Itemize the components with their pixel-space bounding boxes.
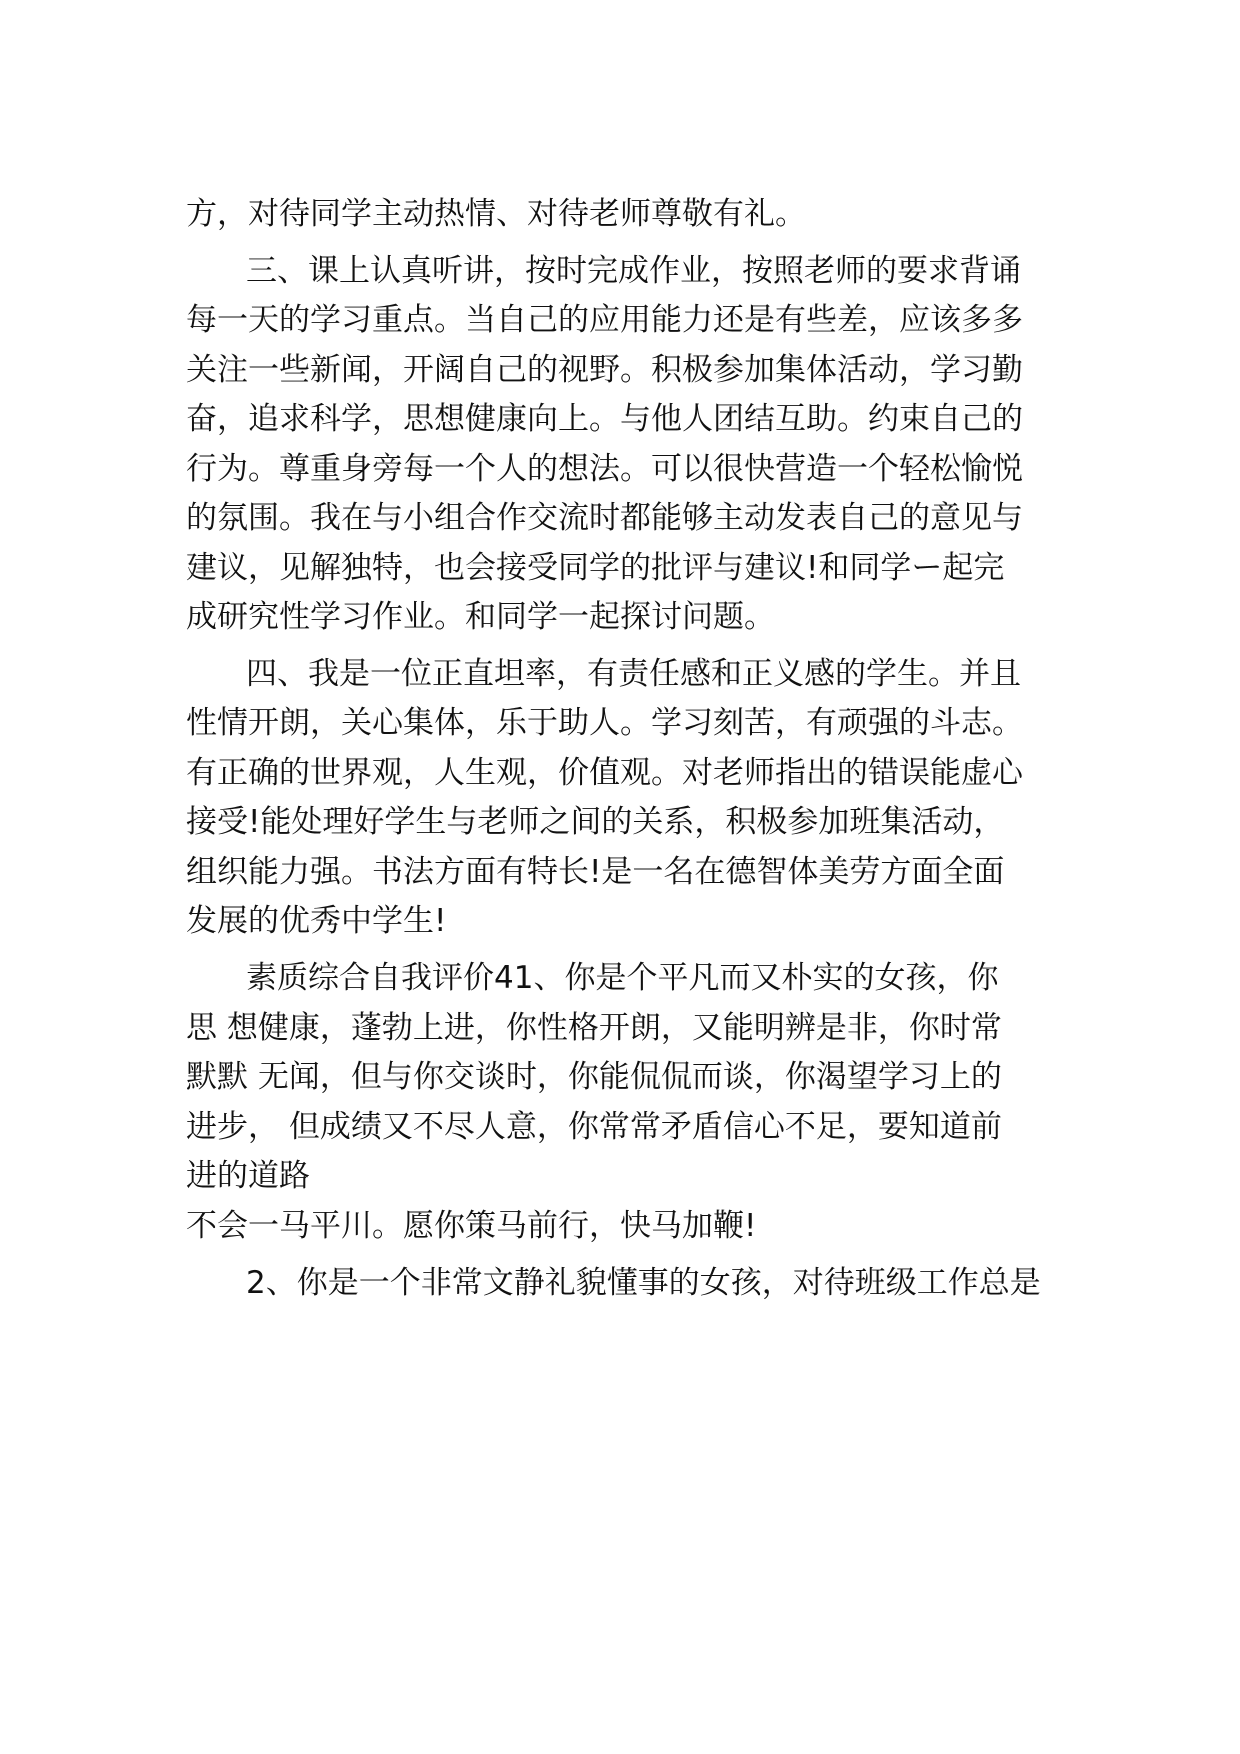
text-line: 默默 无闻，但与你交谈时，你能侃侃而谈，你渴望学习上的 — [186, 1059, 1002, 1095]
paragraph-heading-three: 三、课上认真听讲，按时完成作业，按照老师的要求背诵 — [246, 253, 1021, 289]
text-line: 思 想健康，蓬勃上进，你性格开朗，又能明辨是非，你时常 — [186, 1010, 1002, 1046]
text-line: 接受!能处理好学生与老师之间的关系，积极参加班集活动， — [186, 804, 1005, 840]
text-line: 建议，见解独特，也会接受同学的批评与建议!和同学ー起完 — [186, 550, 1005, 586]
text-line: 发展的优秀中学生! — [186, 903, 447, 939]
paragraph-item-two: 2、你是一个非常文静礼貌懂事的女孩，对待班级工作总是 — [246, 1265, 1041, 1301]
text-line: 性情开朗，关心集体，乐于助人。学习刻苦，有顽强的斗志。 — [186, 705, 1023, 741]
text-line: 关注一些新闻，开阔自己的视野。积极参加集体活动，学习勤 — [186, 352, 1023, 388]
text-line: 行为。尊重身旁每一个人的想法。可以很快营造一个轻松愉悦 — [186, 451, 1023, 487]
text-line: 不会一马平川。愿你策马前行，快马加鞭! — [186, 1208, 757, 1244]
paragraph-heading-four: 四、我是一位正直坦率，有责任感和正义感的学生。并且 — [246, 656, 1021, 692]
text-line: 的氛围。我在与小组合作交流时都能够主动发表自己的意见与 — [186, 500, 1023, 536]
text-line: 奋，追求科学，思想健康向上。与他人团结互助。约束自己的 — [186, 401, 1023, 437]
text-line: 每一天的学习重点。当自己的应用能力还是有些差，应该多多 — [186, 302, 1023, 338]
text-line: 组织能力强。书法方面有特长!是一名在德智体美劳方面全面 — [186, 854, 1005, 890]
text-line: 进的道路 — [186, 1158, 310, 1194]
text-line: 进步， 但成绩又不尽人意，你常常矛盾信心不足，要知道前 — [186, 1109, 1002, 1145]
text-line: 方，对待同学主动热情、对待老师尊敬有礼。 — [186, 196, 806, 232]
paragraph-self-evaluation: 素质综合自我评价41、你是个平凡而又朴实的女孩，你 — [246, 960, 999, 996]
text-line: 成研究性学习作业。和同学一起探讨问题。 — [186, 599, 775, 635]
text-line: 有正确的世界观，人生观，价值观。对老师指出的错误能虚心 — [186, 755, 1023, 791]
